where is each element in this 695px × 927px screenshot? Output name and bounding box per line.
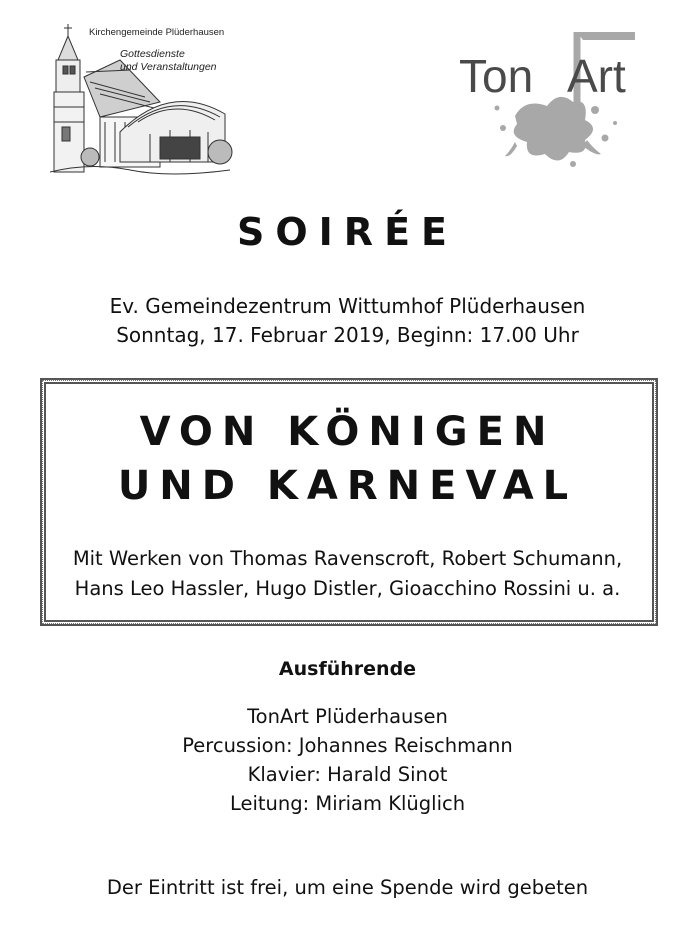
program-title <box>0 405 695 513</box>
event-date-time: Sonntag, 17. Februar 2019, Beginn: 17.00 Uhr <box>116 323 579 347</box>
tonart-logo-ton: Ton <box>459 50 534 102</box>
event-venue: Ev. Gemeindezentrum Wittumhof Plüderhausen <box>109 294 586 318</box>
performer-item: Leitung: Miriam Klüglich <box>229 792 466 815</box>
church-drawing-icon <box>50 22 240 177</box>
program-works-line2: Hans Leo Hassler, Hugo Distler, Gioacchino Rossini u. a. <box>74 577 621 600</box>
program-works-line1: Mit Werken von Thomas Ravenscroft, Robert Schumann, <box>72 547 623 570</box>
church-subtitle-line2: und Veranstaltungen <box>120 61 217 73</box>
event-heading: SOIRÉE <box>237 210 458 254</box>
tonart-logo <box>455 28 645 173</box>
performer-item: Klavier: Harald Sinot <box>247 763 448 786</box>
church-name: Kirchengemeinde Plüderhausen <box>89 27 225 38</box>
tonart-logo-art: Art <box>567 50 626 102</box>
performers-heading: Ausführende <box>278 658 417 680</box>
program-works <box>0 544 695 604</box>
performer-item: TonArt Plüderhausen <box>247 705 448 728</box>
church-subtitle-line1: Gottesdienste <box>120 48 185 60</box>
church-subtitle <box>120 48 217 74</box>
event-details <box>0 292 695 350</box>
admission-note: Der Eintritt ist frei, um eine Spende wird gebeten <box>106 876 589 899</box>
performers-list <box>0 702 695 818</box>
performer-item: Percussion: Johannes Reischmann <box>182 734 513 757</box>
program-title-line1: VON KÖNIGEN <box>139 409 556 455</box>
church-logo <box>50 22 240 177</box>
program-title-line2: UND KARNEVAL <box>117 463 578 509</box>
